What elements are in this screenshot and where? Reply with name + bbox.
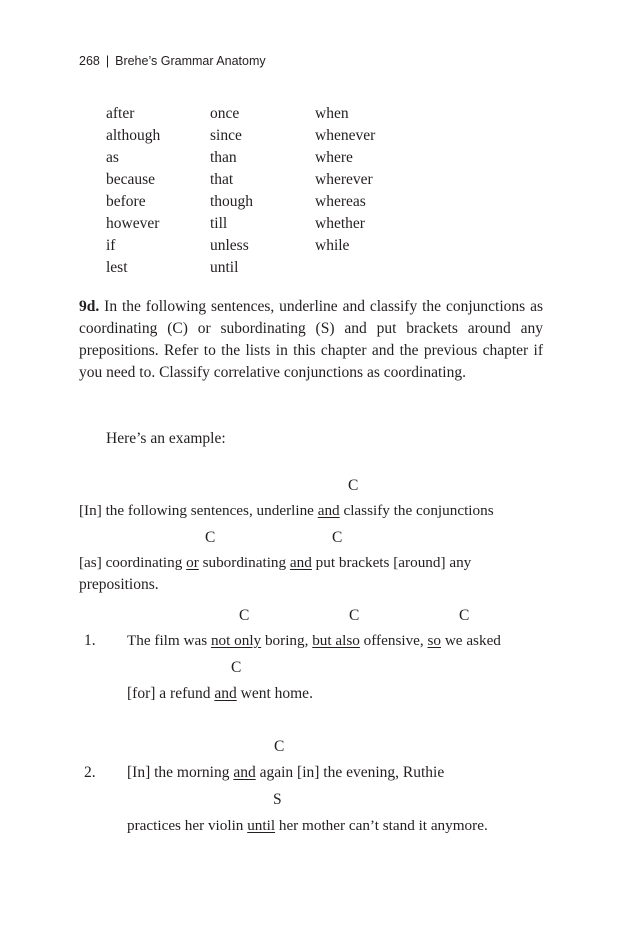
word: till: [210, 215, 228, 232]
running-header: [79, 54, 266, 68]
item-number: 1.: [84, 632, 96, 649]
word-column-2: [210, 103, 253, 279]
item-number: 2.: [84, 764, 96, 781]
classification-label: C: [205, 529, 216, 546]
word: while: [315, 237, 350, 254]
word: although: [106, 127, 161, 144]
example-line-2: [79, 552, 471, 574]
item-2-line-2: [127, 815, 488, 837]
word: before: [106, 193, 146, 210]
classification-label: C: [274, 738, 285, 755]
text-run: subordinating: [198, 554, 290, 571]
word: though: [210, 193, 254, 210]
text-run: [In] the following sentences, underline: [79, 502, 318, 519]
conjunction: until: [247, 817, 276, 834]
item-1-line-1: [127, 630, 501, 652]
word: as: [106, 149, 119, 166]
word: whereas: [315, 193, 366, 210]
word: since: [210, 127, 242, 144]
example-intro: Here’s an example:: [106, 430, 226, 447]
text-run: her mother can’t stand it anymore.: [275, 817, 488, 834]
word: once: [210, 105, 240, 122]
exercise-instructions: [79, 296, 543, 384]
classification-label: C: [459, 607, 470, 624]
text-run: we asked: [441, 632, 501, 649]
conjunction: and: [214, 685, 237, 702]
word: until: [210, 259, 239, 276]
word: however: [106, 215, 160, 232]
word-column-1: [106, 103, 160, 279]
text-run: boring,: [261, 632, 313, 649]
word-column-3: [315, 103, 375, 257]
word: that: [210, 171, 234, 188]
text-run: went home.: [236, 685, 313, 702]
text-run: put brackets [around] any: [311, 554, 472, 571]
text-run: [as] coordinating: [79, 554, 187, 571]
classification-label: S: [273, 791, 282, 808]
conjunction: and: [233, 764, 256, 781]
exercise-label: 9d.: [79, 298, 100, 315]
text-run: classify the conjunctions: [339, 502, 494, 519]
word: lest: [106, 259, 128, 276]
classification-label: C: [231, 659, 242, 676]
text-run: The film was: [127, 632, 211, 649]
conjunction: and: [317, 502, 340, 519]
item-1-line-2: [127, 683, 313, 705]
exercise-text: In the following sentences, underline and classify the conjunctions as coordinating (C) or subordinating (S) and put brackets around any prepositions. Refer to the lists in this chapter and the previous chapter if you need to. Classify correlative conjunctions as coordinating.: [79, 298, 543, 381]
example-line-1: [79, 500, 494, 522]
conjunction: or: [186, 554, 199, 571]
word: than: [210, 149, 237, 166]
word: whether: [315, 215, 365, 232]
word: wherever: [315, 171, 373, 188]
header-separator: |: [105, 54, 110, 68]
word: whenever: [315, 127, 376, 144]
book-title: Brehe’s Grammar Anatomy: [115, 54, 266, 68]
text-run: practices her violin: [127, 817, 248, 834]
word: where: [315, 149, 353, 166]
example-line-3: prepositions.: [79, 576, 159, 593]
text-run: again [in] the evening, Ruthie: [255, 764, 445, 781]
conjunction: not only: [210, 632, 262, 649]
conjunction: but also: [312, 632, 360, 649]
conjunction: so: [427, 632, 442, 649]
text-run: [In] the morning: [127, 764, 234, 781]
word: if: [106, 237, 116, 254]
word: because: [106, 171, 156, 188]
word: when: [315, 105, 349, 122]
conjunction: and: [289, 554, 312, 571]
classification-label: C: [348, 477, 359, 494]
classification-label: C: [332, 529, 343, 546]
text-run: [for] a refund: [127, 685, 215, 702]
classification-label: C: [349, 607, 360, 624]
classification-label: C: [239, 607, 250, 624]
page-number: 268: [79, 54, 100, 68]
word: unless: [210, 237, 249, 254]
text-run: offensive,: [359, 632, 428, 649]
item-2-line-1: [127, 762, 444, 784]
word: after: [106, 105, 135, 122]
